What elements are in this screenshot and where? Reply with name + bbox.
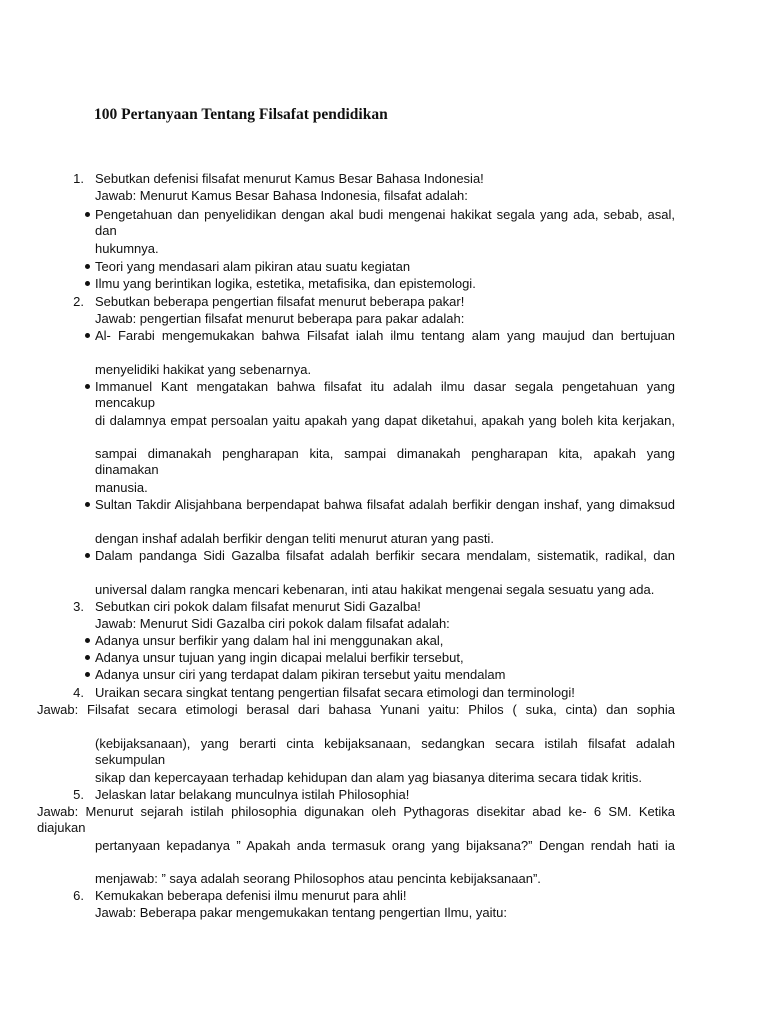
question-number: 5. (73, 787, 84, 802)
bullet-icon (85, 281, 90, 286)
answer-text-cont: menjawab: ” saya adalah seorang Philosophos atau pencinta kebijaksanaan”. (95, 871, 541, 886)
answer-intro: Jawab: Beberapa pakar mengemukakan tentang pengertian Ilmu, yaitu: (95, 905, 507, 920)
document-title: 100 Pertanyaan Tentang Filsafat pendidikan (94, 106, 388, 123)
bullet-text: Adanya unsur berfikir yang dalam hal ini menggunakan akal, (95, 633, 444, 648)
bullet-text-cont: sampai dimanakah pengharapan kita, sampai dimanakah pengharapan kita, apakah yang dinamakan (95, 446, 675, 477)
bullet-text-cont: hukumnya. (95, 241, 159, 256)
question-text: Uraikan secara singkat tentang pengertian filsafat secara etimologi dan terminologi! (95, 685, 575, 700)
bullet-text: Pengetahuan dan penyelidikan dengan akal budi mengenai hakikat segala yang ada, sebab, asal, dan (95, 207, 675, 238)
answer-intro: Jawab: Menurut Kamus Besar Bahasa Indonesia, filsafat adalah: (95, 188, 468, 203)
bullet-text: Ilmu yang berintikan logika, estetika, metafisika, dan epistemologi. (95, 276, 476, 291)
question-number: 6. (73, 888, 84, 903)
bullet-text: Teori yang mendasari alam pikiran atau suatu kegiatan (95, 259, 411, 274)
bullet-text: Adanya unsur tujuan yang ingin dicapai melalui berfikir tersebut, (95, 650, 464, 665)
bullet-text-cont: menyelidiki hakikat yang sebenarnya. (95, 362, 312, 377)
bullet-text-cont: manusia. (95, 480, 148, 495)
answer-text: Jawab: Menurut sejarah istilah philosophia digunakan oleh Pythagoras disekitar abad ke- 6 SM. Ketika diajukan (37, 804, 675, 835)
answer-text-cont: (kebijaksanaan), yang berarti cinta kebijaksanaan, sedangkan secara istilah filsafat adalah sekumpulan (95, 736, 675, 767)
question-number: 2. (73, 294, 84, 309)
answer-intro: Jawab: pengertian filsafat menurut beberapa para pakar adalah: (95, 311, 465, 326)
question-text: Sebutkan ciri pokok dalam filsafat menurut Sidi Gazalba! (95, 599, 421, 614)
answer-intro: Jawab: Menurut Sidi Gazalba ciri pokok dalam filsafat adalah: (95, 616, 450, 631)
question-text: Sebutkan beberapa pengertian filsafat menurut beberapa pakar! (95, 294, 465, 309)
bullet-text: Dalam pandanga Sidi Gazalba filsafat adalah berfikir secara mendalam, sistematik, radikal, dan (95, 548, 675, 563)
bullet-text: Sultan Takdir Alisjahbana berpendapat bahwa filsafat adalah berfikir dengan inshaf, yang dimaksud (95, 497, 675, 512)
bullet-text: Adanya unsur ciri yang terdapat dalam pikiran tersebut yaitu mendalam (95, 667, 506, 682)
bullet-text: Al- Farabi mengemukakan bahwa Filsafat ialah ilmu tentang alam yang maujud dan bertujuan (95, 328, 675, 343)
bullet-icon (85, 212, 90, 217)
bullet-icon (85, 655, 90, 660)
bullet-icon (85, 264, 90, 269)
question-number: 3. (73, 599, 84, 614)
bullet-text-cont: universal dalam rangka mencari kebenaran, inti atau hakikat mengenai segala sesuatu yang ada. (95, 582, 655, 597)
bullet-icon (85, 672, 90, 677)
question-text: Jelaskan latar belakang munculnya istilah Philosophia! (95, 787, 410, 802)
question-text: Kemukakan beberapa defenisi ilmu menurut para ahli! (95, 888, 407, 903)
question-number: 4. (73, 685, 84, 700)
question-number: 1. (73, 171, 84, 186)
bullet-icon (85, 333, 90, 338)
bullet-icon (85, 384, 90, 389)
bullet-icon (85, 638, 90, 643)
bullet-icon (85, 502, 90, 507)
answer-text-cont: pertanyaan kepadanya ” Apakah anda termasuk orang yang bijaksana?” Dengan rendah hati ia (95, 838, 675, 853)
answer-text-cont: sikap dan kepercayaan terhadap kehidupan dan alam yag biasanya diterima secara tidak kritis. (95, 770, 643, 785)
bullet-text: Immanuel Kant mengatakan bahwa filsafat itu adalah ilmu dasar segala pengetahuan yang mencakup (95, 379, 675, 410)
answer-text: Jawab: Filsafat secara etimologi berasal dari bahasa Yunani yaitu: Philos ( suka, cinta) dan sophia (37, 702, 675, 717)
bullet-icon (85, 553, 90, 558)
question-text: Sebutkan defenisi filsafat menurut Kamus Besar Bahasa Indonesia! (95, 171, 484, 186)
bullet-text-cont: di dalamnya empat persoalan yaitu apakah yang dapat diketahui, apakah yang boleh kita kerjakan, (95, 413, 675, 428)
bullet-text-cont: dengan inshaf adalah berfikir dengan teliti menurut aturan yang pasti. (95, 531, 494, 546)
